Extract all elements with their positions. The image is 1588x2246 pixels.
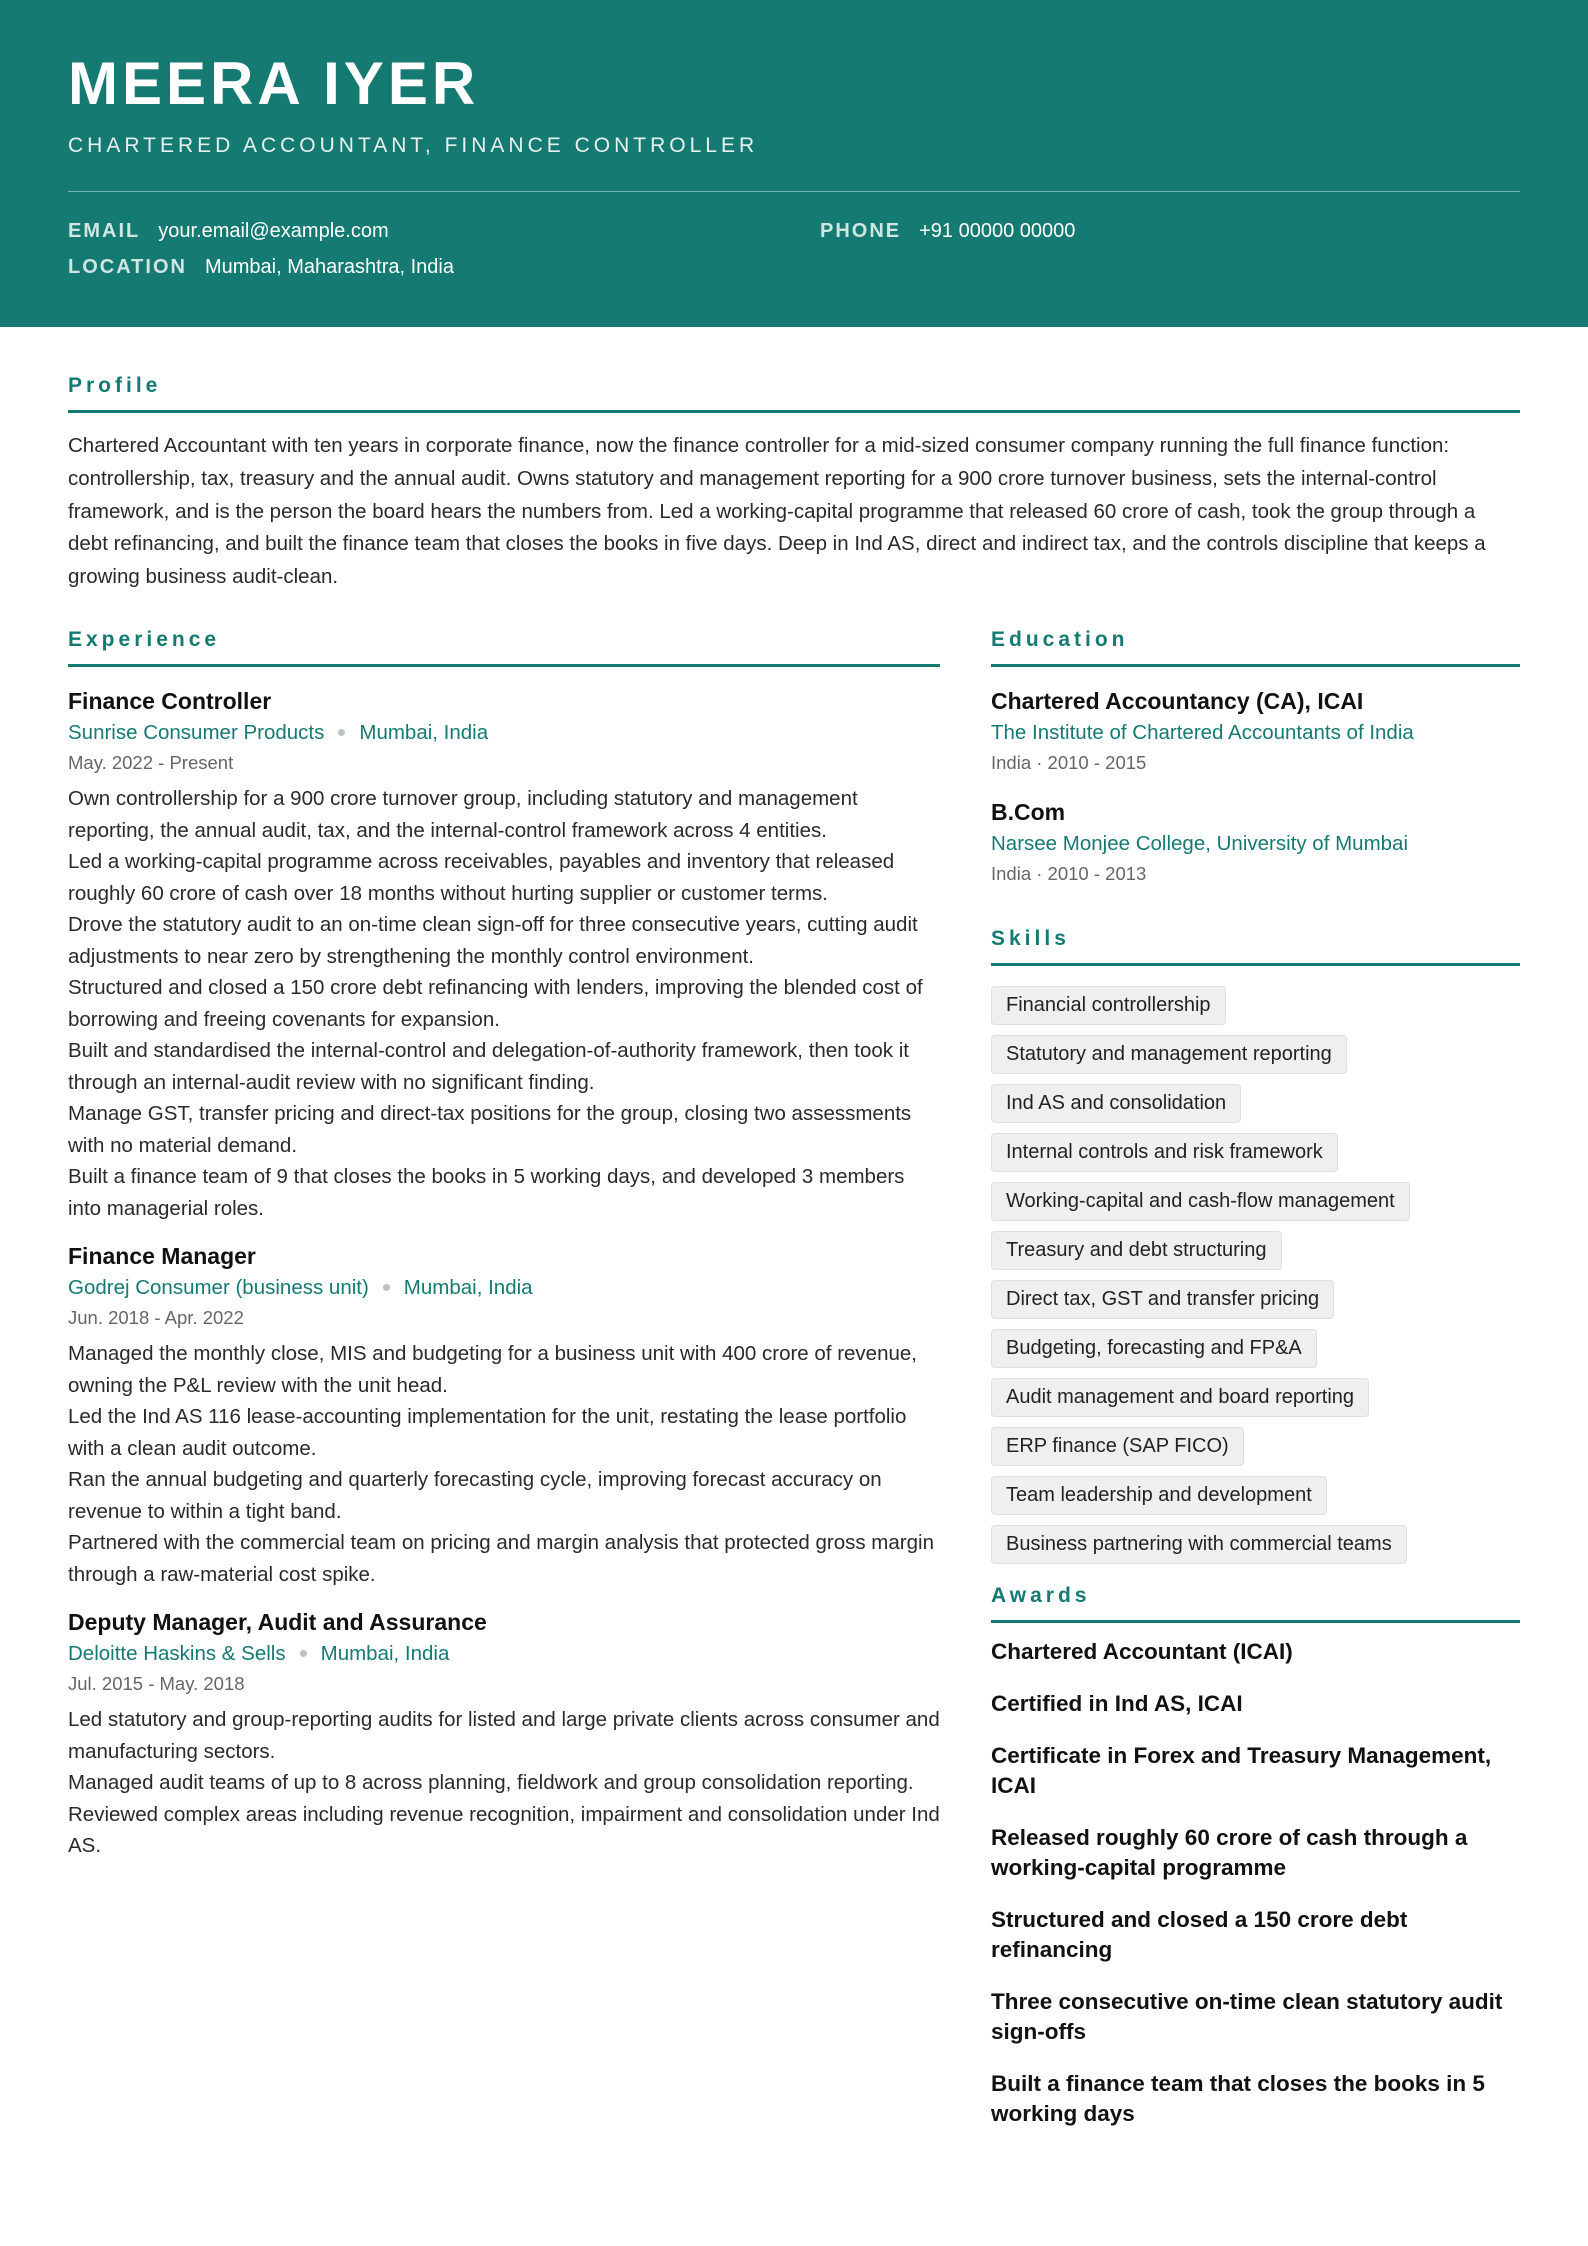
education-institution: Narsee Monjee College, University of Mumbai — [991, 832, 1409, 855]
award-item: Structured and closed a 150 crore debt refinancing — [991, 1907, 1408, 1962]
job-bullet: Led statutory and group-reporting audits for listed and large private clients across consumer and manufacturing sectors. — [68, 1708, 940, 1763]
skills-divider — [991, 963, 1520, 966]
job-dates: May. 2022 - Present — [68, 752, 234, 773]
job-org-line — [68, 1639, 940, 1669]
skills-heading: Skills — [991, 927, 1070, 950]
experience-heading: Experience — [68, 628, 221, 651]
education-degree: Chartered Accountancy (CA), ICAI — [991, 688, 1364, 714]
phone-value[interactable]: +91 00000 00000 — [919, 220, 1076, 242]
award-item: Certified in Ind AS, ICAI — [991, 1691, 1243, 1716]
profile-heading: Profile — [68, 374, 162, 397]
skill-chip: Team leadership and development — [991, 1476, 1327, 1515]
job-entry — [68, 684, 940, 1224]
job-company: Deloitte Haskins & Sells — [68, 1642, 286, 1665]
separator-dot-icon — [300, 1650, 307, 1657]
candidate-name: MEERA IYER — [68, 50, 480, 117]
profile-divider — [68, 410, 1520, 413]
awards-heading: Awards — [991, 1584, 1091, 1607]
job-bullet: Ran the annual budgeting and quarterly forecasting cycle, improving forecast accuracy on revenue to within a tight band. — [68, 1468, 882, 1523]
skill-chip: Ind AS and consolidation — [991, 1084, 1241, 1123]
job-bullet: Partnered with the commercial team on pricing and margin analysis that protected gross margin through a raw-material cost spike. — [68, 1531, 934, 1586]
separator-dot-icon — [338, 729, 345, 736]
contact-email — [68, 218, 389, 244]
education-list — [991, 684, 1520, 906]
job-bullet: Managed audit teams of up to 8 across planning, fieldwork and group consolidation reporting. — [68, 1771, 914, 1794]
email-label: EMAIL — [68, 220, 141, 242]
job-org-line — [68, 1273, 940, 1303]
job-dates: Jun. 2018 - Apr. 2022 — [68, 1307, 244, 1328]
job-dates: Jul. 2015 - May. 2018 — [68, 1673, 245, 1694]
header-divider — [68, 191, 1520, 192]
skill-chip: Working-capital and cash-flow management — [991, 1182, 1410, 1221]
education-divider — [991, 664, 1520, 667]
job-entry — [68, 1605, 940, 1862]
awards-divider — [991, 1620, 1520, 1623]
education-entry — [991, 684, 1520, 778]
education-meta: India · 2010 - 2013 — [991, 863, 1147, 884]
candidate-title: CHARTERED ACCOUNTANT, FINANCE CONTROLLER — [68, 134, 759, 157]
job-bullet: Reviewed complex areas including revenue recognition, impairment and consolidation under Ind AS. — [68, 1802, 940, 1857]
job-title: Deputy Manager, Audit and Assurance — [68, 1609, 487, 1635]
job-bullet: Drove the statutory audit to an on-time clean sign-off for three consecutive years, cutting audit adjustments to near zero by strengthening the monthly control environment. — [68, 913, 918, 968]
job-location: Mumbai, India — [403, 1276, 533, 1299]
award-item: Built a finance team that closes the books in 5 working days — [991, 2071, 1485, 2126]
job-bullet: Led a working-capital programme across receivables, payables and inventory that released roughly 60 crore of cash over 18 months without hurting supplier or customer terms. — [68, 850, 895, 905]
job-bullet: Built and standardised the internal-control and delegation-of-authority framework, then took it through an internal-audit review with no significant finding. — [68, 1039, 909, 1094]
skill-chip: Business partnering with commercial teams — [991, 1525, 1407, 1564]
job-entry — [68, 1239, 940, 1590]
education-heading: Education — [991, 628, 1129, 651]
education-institution: The Institute of Chartered Accountants of India — [991, 721, 1414, 744]
award-item: Chartered Accountant (ICAI) — [991, 1639, 1293, 1664]
skill-chip: Audit management and board reporting — [991, 1378, 1369, 1417]
email-value[interactable]: your.email@example.com — [158, 220, 389, 242]
skill-chip: Direct tax, GST and transfer pricing — [991, 1280, 1334, 1319]
skill-chip: Budgeting, forecasting and FP&A — [991, 1329, 1317, 1368]
skill-chip: ERP finance (SAP FICO) — [991, 1427, 1244, 1466]
profile-summary: Chartered Accountant with ten years in corporate finance, now the finance controller for a mid-sized consumer company running the full finance function: controllership, tax, treasury and the annual audit. Owns statutory and management reporting for a 900 crore turnover business, sets the internal-control framework, and is the person the board hears the numbers from. Led a working-capital programme that released 60 crore of cash, took the group through a debt refinancing, and built the finance team that closes the books in five days. Deep in Ind AS, direct and indirect tax, and the controls discipline that keeps a growing business audit-clean. — [68, 434, 1486, 589]
job-company: Sunrise Consumer Products — [68, 721, 325, 744]
job-bullet: Built a finance team of 9 that closes the books in 5 working days, and developed 3 members into managerial roles. — [68, 1165, 905, 1220]
separator-dot-icon — [383, 1284, 390, 1291]
job-location: Mumbai, India — [320, 1642, 450, 1665]
award-item: Released roughly 60 crore of cash through a working-capital programme — [991, 1825, 1468, 1880]
job-bullet: Led the Ind AS 116 lease-accounting implementation for the unit, restating the lease portfolio with a clean audit outcome. — [68, 1405, 907, 1460]
phone-label: PHONE — [820, 220, 902, 242]
education-degree: B.Com — [991, 799, 1066, 825]
job-bullet: Own controllership for a 900 crore turnover group, including statutory and management reporting, the annual audit, tax, and the internal-control framework across 4 entities. — [68, 787, 858, 842]
award-item: Certificate in Forex and Treasury Management, ICAI — [991, 1743, 1492, 1798]
awards-list — [991, 1637, 1520, 2151]
job-bullet: Managed the monthly close, MIS and budgeting for a business unit with 400 crore of revenue, owning the P&L review with the unit head. — [68, 1342, 917, 1397]
skills-list — [991, 986, 1520, 1574]
job-bullet: Manage GST, transfer pricing and direct-tax positions for the group, closing two assessments with no material demand. — [68, 1102, 912, 1157]
experience-list — [68, 684, 940, 1877]
education-entry — [991, 795, 1520, 889]
job-bullet: Structured and closed a 150 crore debt refinancing with lenders, improving the blended cost of borrowing and freeing covenants for expansion. — [68, 976, 923, 1031]
award-item: Three consecutive on-time clean statutory audit sign-offs — [991, 1989, 1503, 2044]
location-value: Mumbai, Maharashtra, India — [204, 256, 454, 278]
job-location: Mumbai, India — [359, 721, 489, 744]
job-company: Godrej Consumer (business unit) — [68, 1276, 369, 1299]
skill-chip: Internal controls and risk framework — [991, 1133, 1338, 1172]
skill-chip: Treasury and debt structuring — [991, 1231, 1282, 1270]
resume-header — [0, 0, 1588, 327]
skill-chip: Statutory and management reporting — [991, 1035, 1347, 1074]
job-title: Finance Manager — [68, 1243, 256, 1269]
location-label: LOCATION — [68, 256, 187, 278]
job-org-line — [68, 718, 940, 748]
job-title: Finance Controller — [68, 688, 272, 714]
skill-chip: Financial controllership — [991, 986, 1226, 1025]
contact-location — [68, 254, 454, 280]
education-meta: India · 2010 - 2015 — [991, 752, 1147, 773]
contact-phone — [820, 218, 1075, 244]
experience-divider — [68, 664, 940, 667]
